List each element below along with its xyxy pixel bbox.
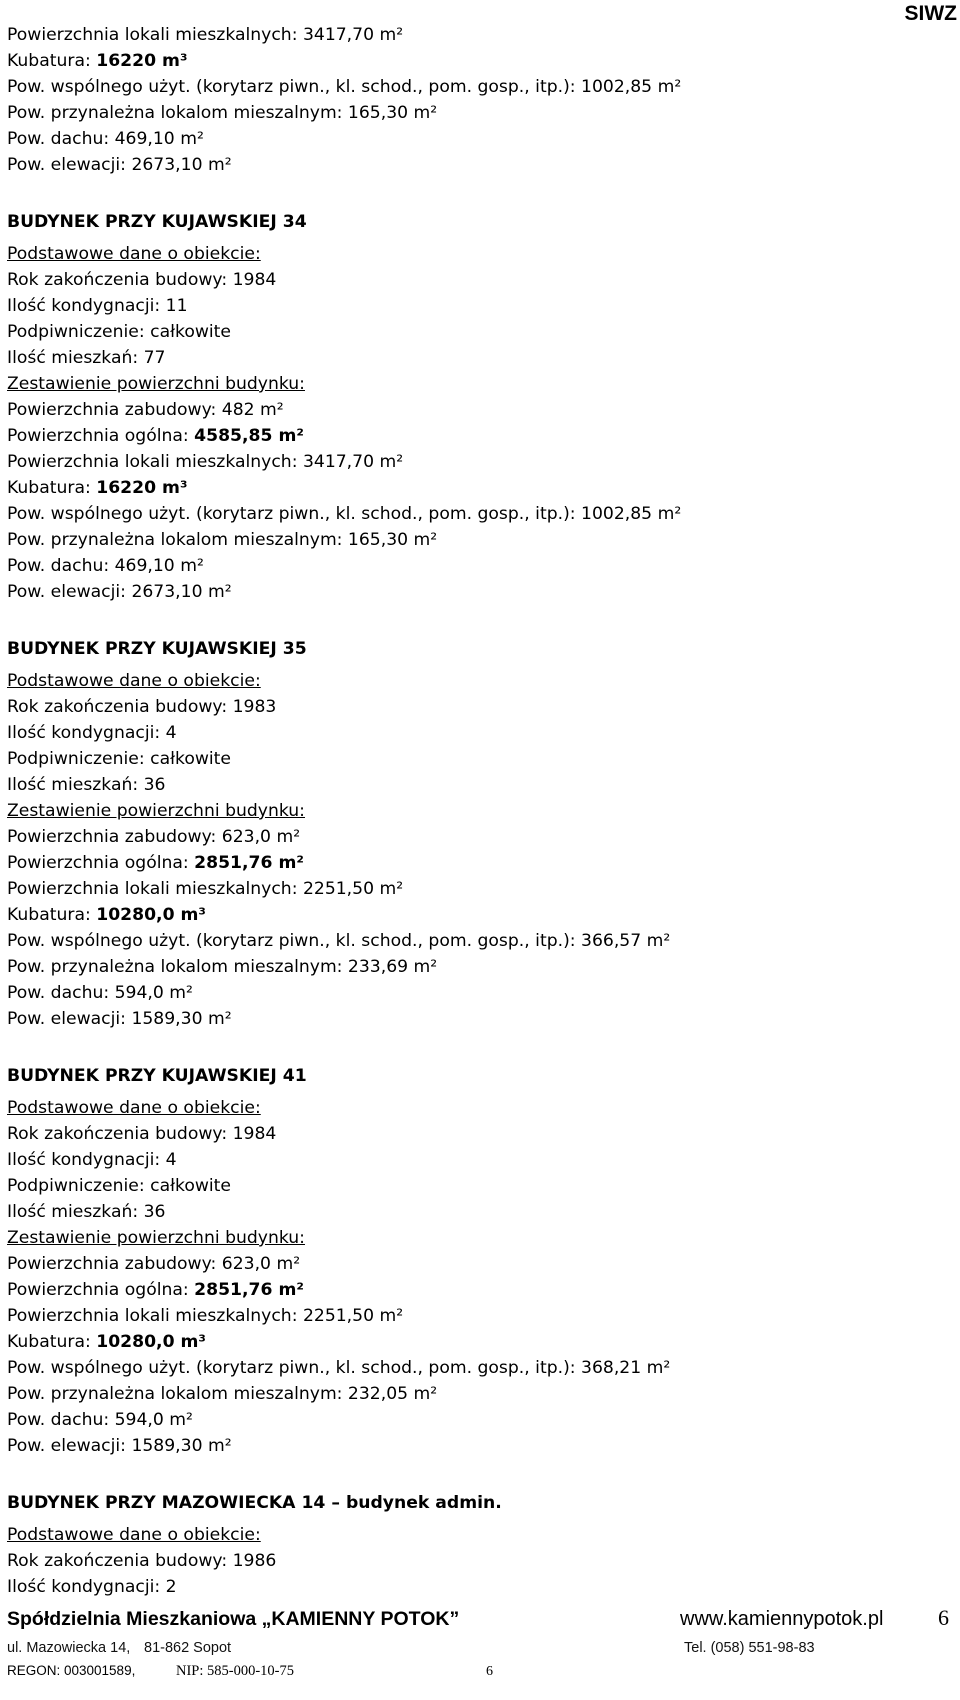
basic-data-line: Ilość mieszkań: 36 xyxy=(7,1202,166,1222)
line-text: Powierzchnia lokali mieszkalnych: 2251,50 m² xyxy=(7,1306,404,1326)
line-text: Pow. przynależna lokalom mieszalnym: 232,05 m² xyxy=(7,1384,438,1404)
data-line xyxy=(7,1329,952,1355)
data-line xyxy=(7,824,952,850)
line-text: Powierzchnia zabudowy: 623,0 m² xyxy=(7,827,301,847)
data-line xyxy=(7,152,952,178)
data-line xyxy=(7,527,952,553)
line-text: Pow. dachu: 594,0 m² xyxy=(7,983,193,1003)
basic-data-line: Podpiwniczenie: całkowite xyxy=(7,1176,231,1196)
area-summary-heading: Zestawienie powierzchni budynku: xyxy=(7,374,305,394)
basic-data-line: Ilość kondygnacji: 2 xyxy=(7,1577,177,1597)
line-text: Powierzchnia lokali mieszkalnych: 3417,70 m² xyxy=(7,452,404,472)
data-line xyxy=(7,1407,952,1433)
line-text: Pow. elewacji: 2673,10 m² xyxy=(7,155,232,175)
line-value-bold: 4585,85 m² xyxy=(194,426,304,446)
data-line xyxy=(7,1251,952,1277)
data-line xyxy=(7,553,952,579)
page-footer xyxy=(0,1600,960,1700)
line-text: Powierzchnia ogólna: xyxy=(7,1280,195,1300)
data-line xyxy=(7,501,952,527)
building-title: BUDYNEK PRZY KUJAWSKIEJ 41 xyxy=(7,1066,307,1086)
basic-data-line: Ilość kondygnacji: 4 xyxy=(7,723,177,743)
footer-cooperative-name: Spółdzielnia Mieszkaniowa „KAMIENNY POTOK” xyxy=(7,1608,460,1630)
data-line xyxy=(7,1433,952,1459)
area-summary-heading: Zestawienie powierzchni budynku: xyxy=(7,1228,305,1248)
line-text: Powierzchnia lokali mieszkalnych: 2251,50 m² xyxy=(7,879,404,899)
line-value-bold: 16220 m³ xyxy=(96,51,188,71)
building-title: BUDYNEK PRZY KUJAWSKIEJ 34 xyxy=(7,212,307,232)
data-line xyxy=(7,1303,952,1329)
footer-website: www.kamiennypotok.pl xyxy=(680,1608,884,1630)
basic-data-heading: Podstawowe dane o obiekcie: xyxy=(7,671,261,691)
line-text: Pow. wspólnego użyt. (korytarz piwn., kl. schod., pom. gosp., itp.): 366,57 m² xyxy=(7,931,671,951)
basic-data-heading: Podstawowe dane o obiekcie: xyxy=(7,1098,261,1118)
footer-phone: Tel. (058) 551-98-83 xyxy=(684,1640,815,1656)
building-title: BUDYNEK PRZY KUJAWSKIEJ 35 xyxy=(7,639,307,659)
area-summary-heading: Zestawienie powierzchni budynku: xyxy=(7,801,305,821)
data-line xyxy=(7,100,952,126)
data-line xyxy=(7,74,952,100)
line-text: Pow. dachu: 469,10 m² xyxy=(7,129,204,149)
data-line xyxy=(7,1381,952,1407)
data-line xyxy=(7,902,952,928)
line-text: Pow. wspólnego użyt. (korytarz piwn., kl. schod., pom. gosp., itp.): 368,21 m² xyxy=(7,1358,671,1378)
data-line xyxy=(7,579,952,605)
line-text: Powierzchnia zabudowy: 623,0 m² xyxy=(7,1254,301,1274)
line-value-bold: 16220 m³ xyxy=(96,478,188,498)
data-line xyxy=(7,876,952,902)
line-text: Pow. wspólnego użyt. (korytarz piwn., kl. schod., pom. gosp., itp.): 1002,85 m² xyxy=(7,77,682,97)
building-title: BUDYNEK PRZY MAZOWIECKA 14 – budynek admin. xyxy=(7,1493,502,1513)
footer-regon: REGON: 003001589, xyxy=(7,1663,136,1678)
basic-data-heading: Podstawowe dane o obiekcie: xyxy=(7,244,261,264)
data-line xyxy=(7,1277,952,1303)
basic-data-line: Ilość mieszkań: 77 xyxy=(7,348,166,368)
data-line xyxy=(7,397,952,423)
line-text: Pow. elewacji: 1589,30 m² xyxy=(7,1009,232,1029)
basic-data-heading: Podstawowe dane o obiekcie: xyxy=(7,1525,261,1545)
siwz-header: SIWZ xyxy=(904,2,957,25)
line-text: Powierzchnia zabudowy: 482 m² xyxy=(7,400,284,420)
footer-page-number: 6 xyxy=(486,1664,493,1679)
line-text: Pow. dachu: 469,10 m² xyxy=(7,556,204,576)
line-text: Kubatura: xyxy=(7,478,97,498)
line-value-bold: 10280,0 m³ xyxy=(96,1332,206,1352)
footer-page-marker: 6 xyxy=(938,1605,949,1630)
line-text: Kubatura: xyxy=(7,51,97,71)
basic-data-line: Podpiwniczenie: całkowite xyxy=(7,322,231,342)
data-line xyxy=(7,449,952,475)
line-text: Powierzchnia lokali mieszkalnych: 3417,70 m² xyxy=(7,25,404,45)
line-text: Kubatura: xyxy=(7,1332,97,1352)
basic-data-line: Ilość kondygnacji: 4 xyxy=(7,1150,177,1170)
basic-data-line: Rok zakończenia budowy: 1984 xyxy=(7,1124,277,1144)
line-text: Pow. przynależna lokalom mieszalnym: 233,69 m² xyxy=(7,957,438,977)
data-line xyxy=(7,423,952,449)
basic-data-line: Rok zakończenia budowy: 1984 xyxy=(7,270,277,290)
line-text: Pow. przynależna lokalom mieszalnym: 165,30 m² xyxy=(7,530,438,550)
footer-postal: 81-862 Sopot xyxy=(144,1640,232,1656)
data-line xyxy=(7,954,952,980)
footer-nip: NIP: 585-000-10-75 xyxy=(176,1663,295,1679)
data-line xyxy=(7,850,952,876)
line-text: Powierzchnia ogólna: xyxy=(7,426,195,446)
line-text: Kubatura: xyxy=(7,905,97,925)
data-line xyxy=(7,980,952,1006)
line-value-bold: 2851,76 m² xyxy=(194,853,304,873)
basic-data-line: Rok zakończenia budowy: 1986 xyxy=(7,1551,277,1571)
data-line xyxy=(7,126,952,152)
basic-data-line: Podpiwniczenie: całkowite xyxy=(7,749,231,769)
line-text: Pow. dachu: 594,0 m² xyxy=(7,1410,193,1430)
footer-address: ul. Mazowiecka 14, xyxy=(7,1640,131,1656)
line-text: Pow. elewacji: 2673,10 m² xyxy=(7,582,232,602)
document-body xyxy=(7,22,952,1600)
data-line xyxy=(7,1355,952,1381)
data-line xyxy=(7,22,952,48)
data-line xyxy=(7,928,952,954)
line-text: Powierzchnia ogólna: xyxy=(7,853,195,873)
basic-data-line: Ilość kondygnacji: 11 xyxy=(7,296,188,316)
basic-data-line: Ilość mieszkań: 36 xyxy=(7,775,166,795)
line-text: Pow. elewacji: 1589,30 m² xyxy=(7,1436,232,1456)
data-line xyxy=(7,48,952,74)
data-line xyxy=(7,475,952,501)
line-value-bold: 10280,0 m³ xyxy=(96,905,206,925)
line-text: Pow. wspólnego użyt. (korytarz piwn., kl. schod., pom. gosp., itp.): 1002,85 m² xyxy=(7,504,682,524)
line-value-bold: 2851,76 m² xyxy=(194,1280,304,1300)
data-line xyxy=(7,1006,952,1032)
basic-data-line: Rok zakończenia budowy: 1983 xyxy=(7,697,277,717)
line-text: Pow. przynależna lokalom mieszalnym: 165,30 m² xyxy=(7,103,438,123)
